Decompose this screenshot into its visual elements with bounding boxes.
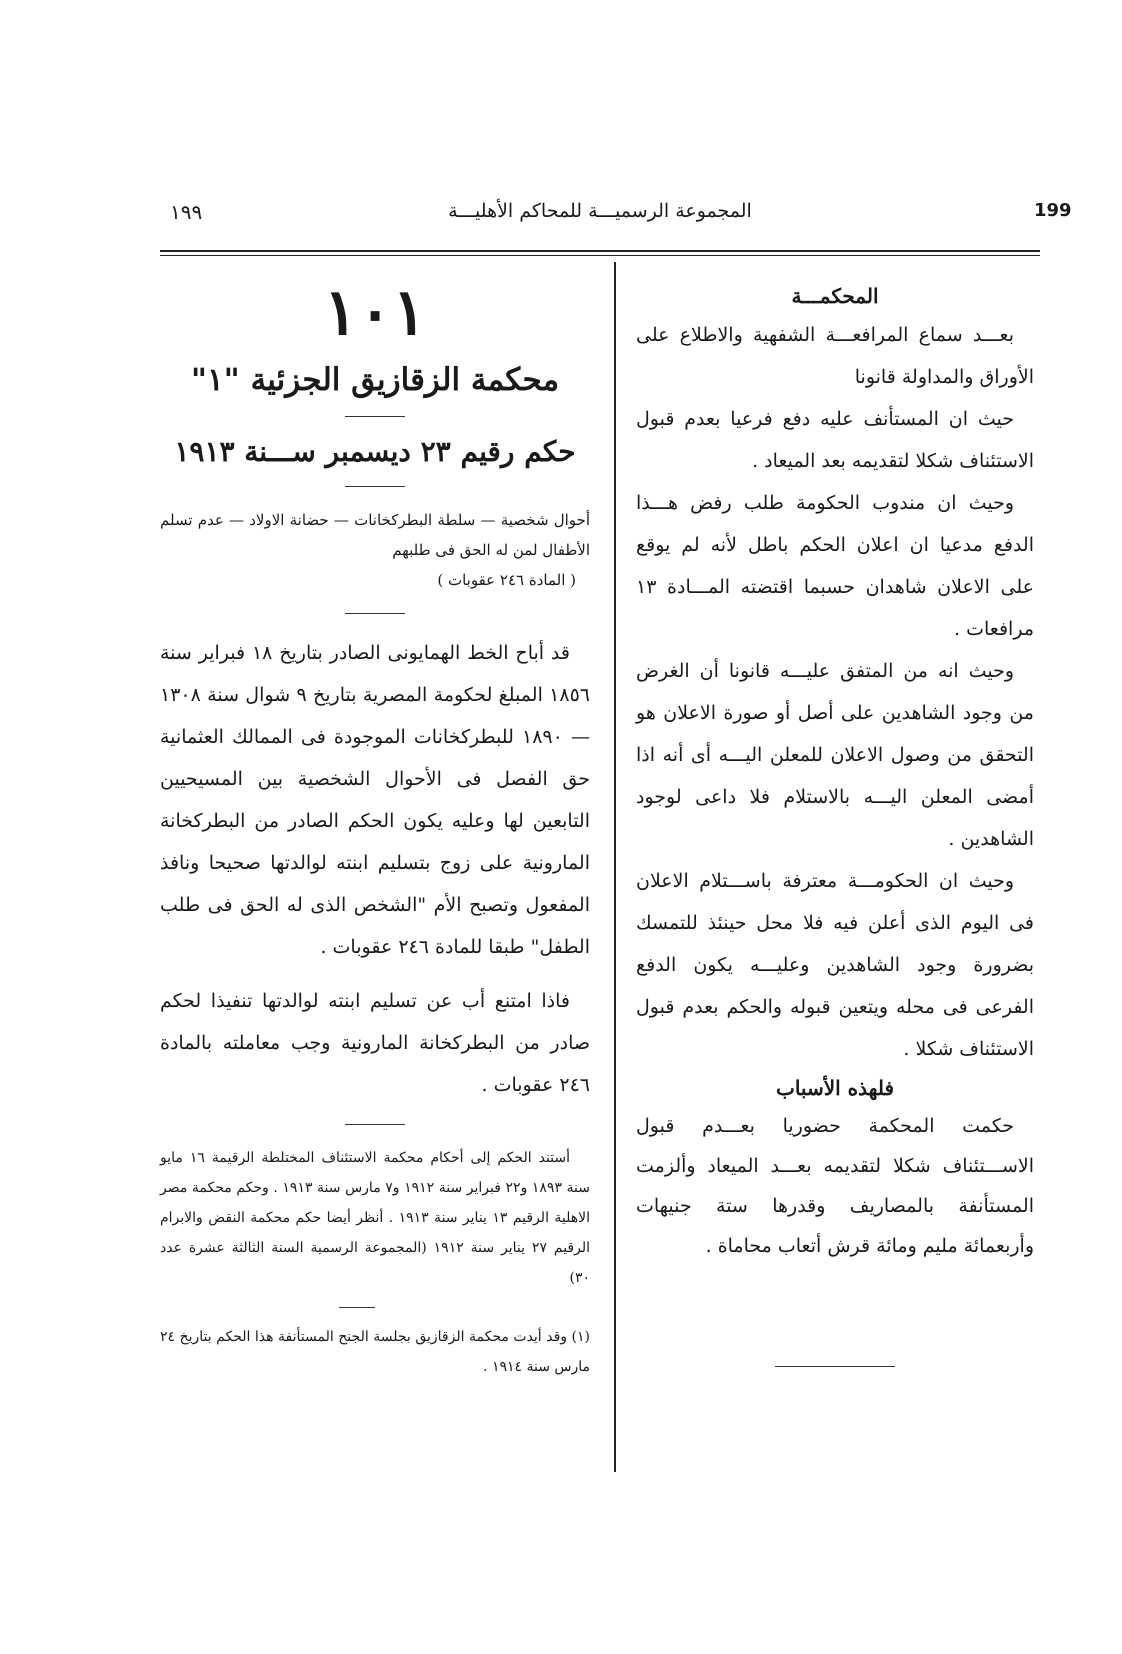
court-name: محكمة الزقازيق الجزئية "١" <box>190 362 560 398</box>
header-rule <box>160 250 1040 252</box>
citation-note: أستند الحكم إلى أحكام محكمة الاستئناف المختلطة الرقيمة ١٦ مايو سنة ١٨٩٣ و٢٢ فبراير سنة ١٩١٢ و٧ مارس سنة ١٩١٣ . وحكم محكمة مصر الاهلية الرقيم ١٣ يناير سنة ١٩١٣ . أنظر أيضا حكم محكمة النقض والابرام الرقيم ٢٧ يناير سنة ١٩١٢ (المجموعة الرسمية السنة الثالثة عشرة عدد ٣٠) <box>160 1150 590 1286</box>
judgment-date: حكم رقيم ٢٣ ديسمبر ســـنة ١٩١٣ <box>174 435 576 468</box>
judgment-paragraph: بعـــد سماع المرافعـــة الشفهية والاطلاع على الأوراق والمداولة قانونا <box>636 324 1034 388</box>
divider <box>345 416 405 417</box>
principle-paragraph: فاذا امتنع أب عن تسليم ابنته لوالدتها تنفيذا لحكم صادر من البطركخانة المارونية وجب معاملته بالمادة ٢٤٦ عقوبات . <box>160 990 590 1096</box>
page-number-arabic: ١٩٩ <box>170 200 203 224</box>
reasons-heading: فلهذه الأسباب <box>775 1076 895 1100</box>
page-number-latin: 199 <box>1034 200 1072 221</box>
end-rule <box>775 1366 895 1367</box>
judgment-paragraph: وحيث ان مندوب الحكومة طلب رفض هـــذا الدفع مدعيا ان اعلان الحكم باطل لأنه لم يوقع على الاعلان شاهدان حسبما اقتضته المـــادة ١٣ مرافعات . <box>636 492 1034 640</box>
divider <box>345 1124 405 1125</box>
principle-paragraph: قد أباح الخط الهمايونى الصادر بتاريخ ١٨ فبراير سنة ١٨٥٦ المبلغ لحكومة المصرية بتاريخ ٩ شوال سنة ١٣٠٨ — ١٨٩٠ للبطركخانات الموجودة فى الممالك العثمانية حق الفصل فى الأحوال الشخصية بين المسيحيين التابعين لها وعليه يكون الحكم الصادر من البطركخانة المارونية على زوج بتسليم ابنته لوالدتها صحيحا ونافذ المفعول وتصبح الأم "الشخص الذى له الحق فى طلب الطفل" طبقا للمادة ٢٤٦ عقوبات . <box>160 642 590 958</box>
case-number: ١٠١ <box>323 275 427 350</box>
running-title: المجموعة الرسميـــة للمحاكم الأهليـــة <box>448 200 752 222</box>
article-reference: ( المادة ٢٤٦ عقوبات ) <box>437 571 576 589</box>
footnote: (١) وقد أيدت محكمة الزقازيق بجلسة الجنح المستأنفة هذا الحكم بتاريخ ٢٤ مارس سنة ١٩١٤ . <box>160 1329 590 1375</box>
divider <box>345 486 405 487</box>
judgment-paragraph: حيث ان المستأنف عليه دفع فرعيا بعدم قبول الاستئناف شكلا لتقديمه بعد الميعاد . <box>636 408 1034 472</box>
left-column <box>160 275 590 1382</box>
column-divider <box>614 262 616 1472</box>
header-rule-thin <box>160 255 1040 256</box>
judgment-paragraph: وحيث انه من المتفق عليـــه قانونا أن الغرض من وجود الشاهدين على أصل أو صورة الاعلان هو التحقق من وصول الاعلان للمعلن اليـــه أى أنه اذا أمضى المعلن اليـــه بالاستلام فلا داعى لوجود الشاهدين . <box>636 660 1034 850</box>
ruling-paragraph: حكمت المحكمة حضوريا بعـــدم قبول الاســـتئناف شكلا لتقديمه بعـــد الميعاد وألزمت المستأنفة بالمصاريف وقدرها ستة جنيهات وأربعمائة مليم ومائة قرش أتعاب محاماة . <box>636 1115 1034 1257</box>
keywords: أحوال شخصية — سلطة البطركخانات — حضانة الاولاد — عدم تسلم الأطفال لمن له الحق فى طلبهم <box>160 511 590 559</box>
judgment-paragraph: وحيث ان الحكومـــة معترفة باســـتلام الاعلان فى اليوم الذى أعلن فيه فلا محل حينئذ للتمسك بضرورة وجود الشاهدين وعليـــه يكون الدفع الفرعى فى محله ويتعين قبوله والحكم بعدم قبول الاستئناف شكلا . <box>636 870 1034 1060</box>
right-column <box>636 278 1034 1367</box>
footnote-separator <box>339 1307 375 1308</box>
court-heading: المحكمـــة <box>791 284 879 308</box>
divider <box>345 613 405 614</box>
